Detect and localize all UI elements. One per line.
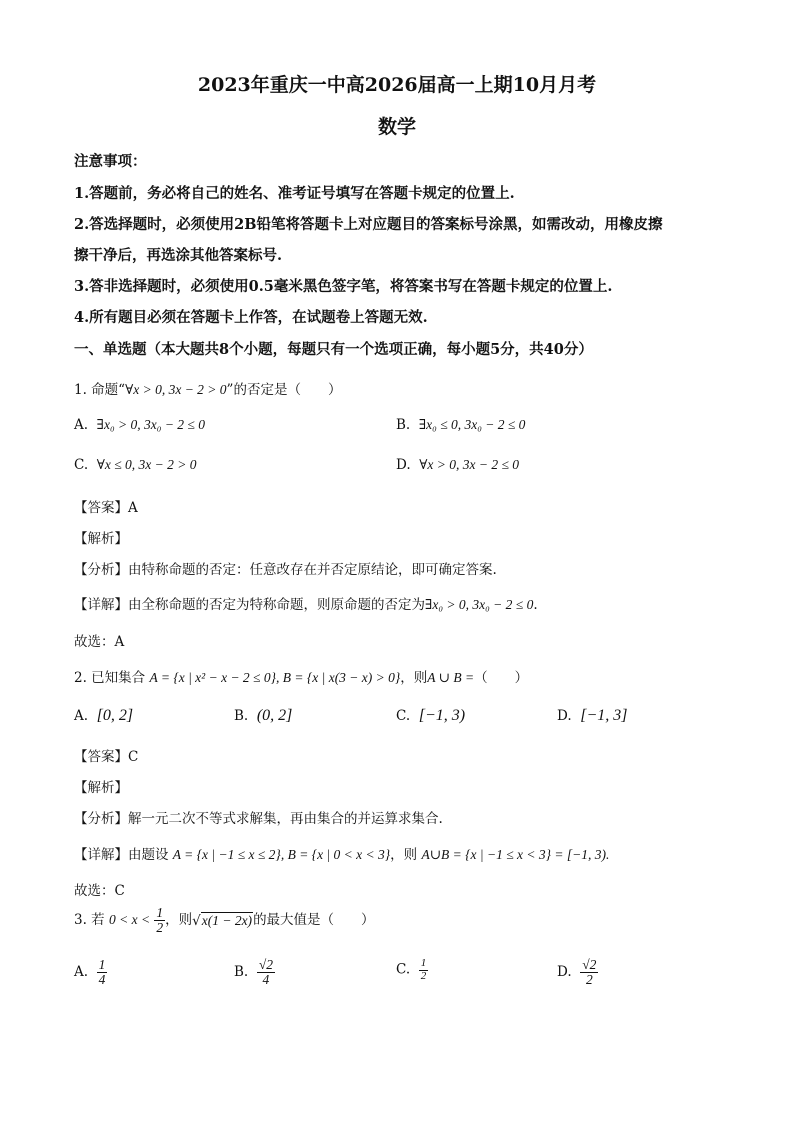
q3-option-c: C. $\frac{1}{2}$: [396, 957, 427, 982]
note-item-3: 3.答非选择题时，必须使用0.5毫米黑色签字笔，将答案书写在答题卡规定的位置上.: [74, 278, 613, 295]
q1-stem-math: ∀x > 0, 3x − 2 > 0: [125, 382, 227, 397]
q1-choice: 故选：A: [74, 634, 125, 650]
q2-option-d: D. [−1, 3]: [557, 707, 628, 724]
q2-analysis-tag: 【解析】: [74, 780, 128, 796]
q2-choice: 故选：C: [74, 883, 125, 899]
question-3-stem: 3. 若 0 < x < $\frac{1}{2}$ ，则√x(1 − 2x)的最大值是（ ）: [74, 905, 375, 936]
question-2-stem: 2. 已知集合 A = {x | x² − x − 2 ≤ 0}, B = {x | x(3 − x) > 0}，则A ∪ B =（ ）: [74, 670, 529, 686]
q2-option-c: C. [−1, 3): [396, 707, 466, 724]
q3-condition-fraction: $\frac{1}{2}$: [156, 905, 164, 936]
question-1-stem: [74, 378, 341, 398]
q1-stem-post: ”的否定是（ ）: [226, 382, 342, 398]
q2-option-a: A. [0, 2]: [74, 707, 134, 724]
q1-option-d: D. ∀x > 0, 3x − 2 ≤ 0: [396, 457, 519, 473]
q3-option-a: A. $\frac{1}{4}$: [74, 957, 106, 988]
note-item-1: 1.答题前，务必将自己的姓名、准考证号填写在答题卡规定的位置上.: [74, 185, 515, 202]
q1-option-c: C. ∀x ≤ 0, 3x − 2 > 0: [74, 457, 197, 473]
q1-option-b: B. ∃x₀ ≤ 0, 3x₀ − 2 ≤ 0: [396, 417, 526, 433]
section-heading-single-choice: 一、单选题（本大题共8个小题，每题只有一个选项正确，每小题5分，共40分）: [74, 341, 593, 358]
q2-answer: 【答案】C: [74, 749, 139, 765]
q3-option-d: D. $\frac{√2}{2}$: [557, 957, 597, 988]
note-item-4: 4.所有题目必须在答题卡上作答，在试题卷上答题无效.: [74, 309, 428, 326]
q1-fenxi: 【分析】由特称命题的否定：任意改存在并否定原结论，即可确定答案.: [74, 562, 497, 578]
q1-answer: 【答案】A: [74, 500, 138, 516]
q1-analysis-tag: 【解析】: [74, 531, 128, 547]
note-item-2-cont: 擦干净后，再选涂其他答案标号.: [74, 247, 283, 264]
q2-xiangjie: 【详解】由题设 A = {x | −1 ≤ x ≤ 2}, B = {x | 0 < x < 3}，则 A∪B = {x | −1 ≤ x < 3} = [−1, 3).: [74, 847, 610, 863]
q2-fenxi: 【分析】解一元二次不等式求解集，再由集合的并运算求集合.: [74, 811, 443, 827]
q3-sqrt: √x(1 − 2x): [192, 912, 253, 929]
exam-title: 2023年重庆一中高2026届高一上期10月月考: [197, 74, 597, 96]
q3-option-b: B. $\frac{√2}{4}$: [234, 957, 273, 988]
exam-subject: 数学: [377, 116, 416, 138]
q1-option-a: A. ∃x₀ > 0, 3x₀ − 2 ≤ 0: [74, 417, 205, 433]
q1-stem-pre: 1. 命题“: [74, 382, 126, 398]
notes-heading: 注意事项：: [74, 153, 147, 170]
note-item-2: 2.答选择题时，必须使用2B铅笔将答题卡上对应题目的答案标号涂黑，如需改动，用橡皮擦: [74, 216, 663, 233]
q1-xiangjie: 【详解】由全称命题的否定为特称命题，则原命题的否定为∃x₀ > 0, 3x₀ − 2 ≤ 0.: [74, 597, 538, 613]
q2-option-b: B. (0, 2]: [234, 707, 293, 724]
